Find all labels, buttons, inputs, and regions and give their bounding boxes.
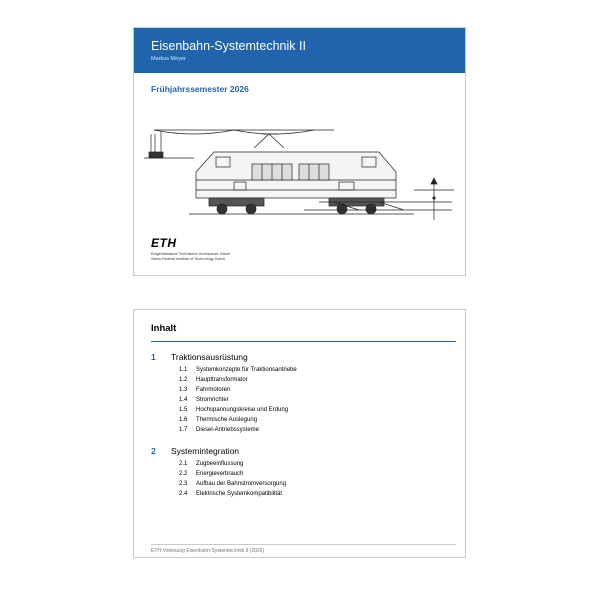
section-number: 1.5	[179, 407, 188, 413]
section-number: 2.1	[179, 461, 188, 467]
section-title: Stromrichter	[196, 397, 229, 403]
section-title: Fahrmotoren	[196, 387, 231, 393]
author-name: Markus Meyer	[151, 56, 186, 62]
chapter-title: Traktionsausrüstung	[171, 352, 248, 362]
section-number: 1.3	[179, 387, 188, 393]
footer-divider	[151, 544, 456, 545]
institution-name-de: Eidgenössische Technische Hochschule Zürich	[151, 252, 231, 256]
locomotive-drawing	[134, 112, 466, 222]
chapter-number: 1	[151, 352, 156, 362]
section-number: 2.3	[179, 481, 188, 487]
section-title: Thermische Auslegung	[196, 417, 258, 423]
heading-divider	[151, 341, 456, 342]
section-title: Hochspannungskreise und Erdung	[196, 407, 289, 413]
section-number: 1.7	[179, 427, 188, 433]
chapter-number: 2	[151, 446, 156, 456]
contents-slide	[133, 309, 466, 558]
section-title: Elektrische Systemkompatibilität	[196, 491, 283, 497]
section-number: 1.1	[179, 367, 188, 373]
eth-logo: ETH	[151, 236, 177, 250]
section-title: Energieverbrauch	[196, 471, 244, 477]
section-number: 1.6	[179, 417, 188, 423]
contents-heading: Inhalt	[151, 323, 177, 334]
section-title: Systemkonzepte für Traktionsantriebe	[196, 367, 297, 373]
chapter-title: Systemintegration	[171, 446, 240, 456]
section-title: Zugbeeinflussung	[196, 461, 244, 467]
course-title: Eisenbahn-Systemtechnik II	[151, 39, 306, 53]
section-number: 1.2	[179, 377, 188, 383]
semester-label: Frühjahrssemester 2026	[151, 84, 249, 94]
section-title: Haupttransformator	[196, 377, 248, 383]
slide-footer: ETH-Vorlesung Eisenbahn-Systemtechnik II (2026)	[151, 548, 265, 554]
section-title: Aufbau der Bahnstromversorgung	[196, 481, 287, 487]
section-title: Diesel-Antriebssysteme	[196, 427, 260, 433]
institution-name-en: Swiss Federal Institute of Technology Zurich	[151, 257, 226, 261]
title-header-bar	[134, 28, 465, 73]
title-slide	[133, 27, 466, 276]
section-number: 1.4	[179, 397, 188, 403]
section-number: 2.2	[179, 471, 188, 477]
section-number: 2.4	[179, 491, 188, 497]
